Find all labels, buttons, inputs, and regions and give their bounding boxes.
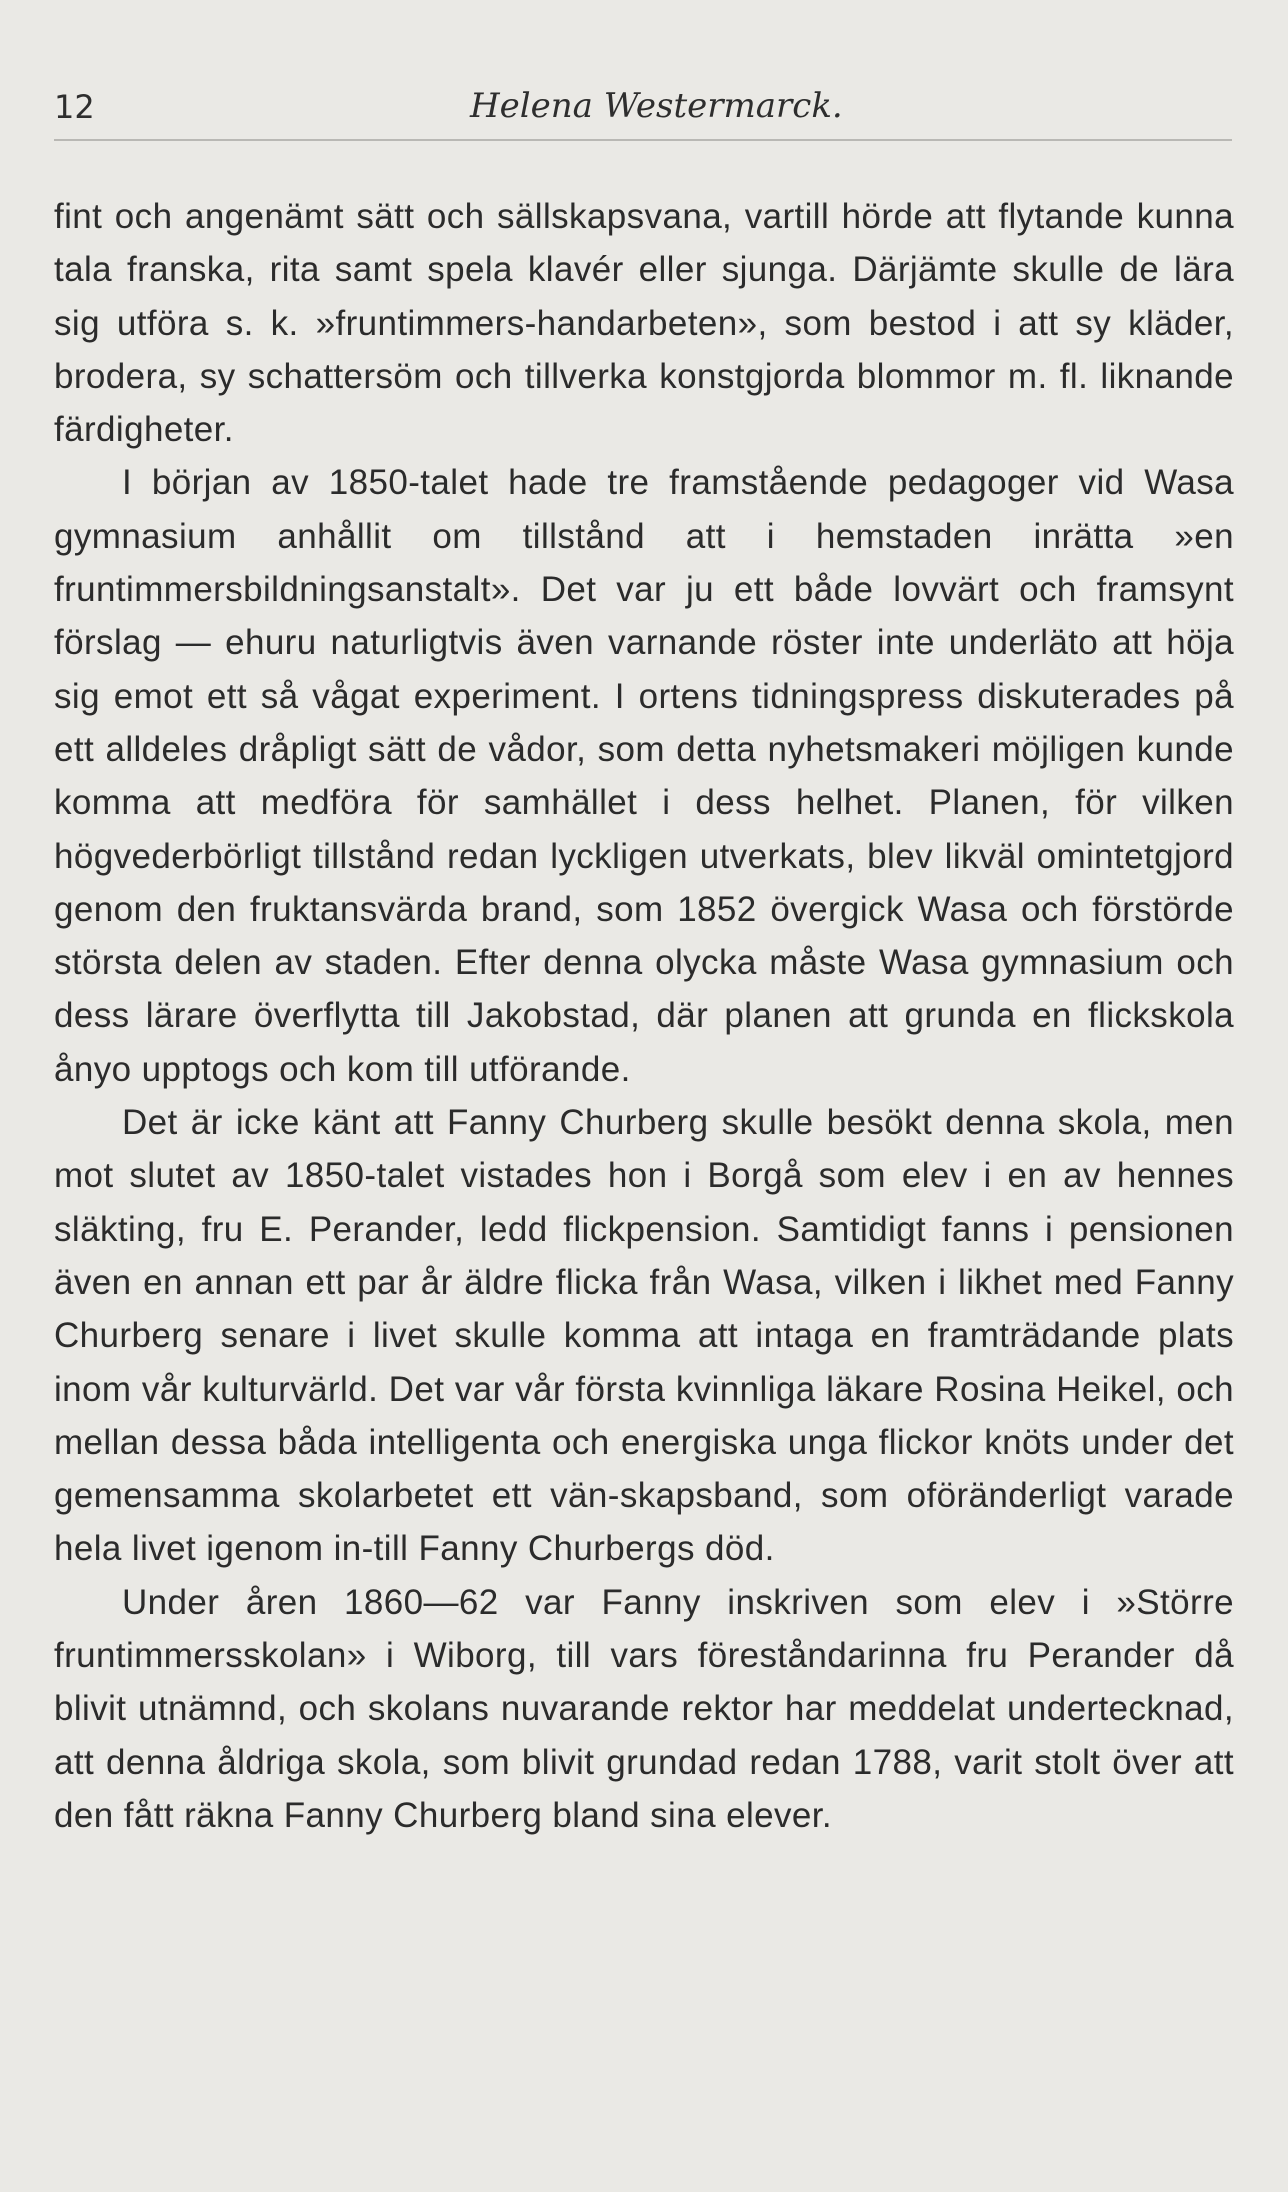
page-header <box>54 82 1234 142</box>
paragraph-4: Under åren 1860—62 var Fanny inskriven som elev i »Större fruntimmersskolan» i Wiborg, till vars föreståndarinna fru Perander då blivit utnämnd, och skolans nuvarande rektor har meddelat undertecknad, att denna åldriga skola, som blivit grundad redan 1788, varit stolt över att den fått räkna Fanny Churberg bland sina elever. <box>54 1582 1234 1835</box>
paragraph-1: fint och angenämt sätt och sällskapsvana, vartill hörde att flytande kunna tala franska, rita samt spela klavér eller sjunga. Därjämte skulle de lära sig utföra s. k. »fruntimmers-handarbeten», som bestod i att sy kläder, brodera, sy schattersöm och tillverka konstgjorda blommor m. fl. liknande färdigheter. <box>54 197 1234 450</box>
header-rule <box>54 139 1232 141</box>
paragraph-3: Det är icke känt att Fanny Churberg skulle besökt denna skola, men mot slutet av 1850-talet vistades hon i Borgå som elev i en av hennes släkting, fru E. Perander, ledd flickpension. Samtidigt fanns i pensionen även en annan ett par år äldre flicka från Wasa, vilken i likhet med Fanny Churberg senare i livet skulle komma att intaga en framträdande plats inom vår kulturvärld. Det var vår första kvinnliga läkare Rosina Heikel, och mellan dessa båda intelligenta och energiska unga flickor knöts under det gemensamma skolarbetet ett vän-skapsband, som oföränderligt varade hela livet igenom in-till Fanny Churbergs död. <box>54 1103 1234 1569</box>
page-number: 12 <box>54 88 95 126</box>
running-head-title: Helena Westermarck. <box>470 86 843 126</box>
paragraph-2: I början av 1850-talet hade tre framstående pedagoger vid Wasa gymnasium anhållit om tillstånd att i hemstaden inrätta »en fruntimmersbildningsanstalt». Det var ju ett både lovvärt och framsynt förslag — ehuru naturligtvis även varnande röster inte underläto att höja sig emot ett så vågat experiment. I ortens tidningspress diskuterades på ett alldeles dråpligt sätt de vådor, som detta nyhetsmakeri möjligen kunde komma att medföra för samhället i dess helhet. Planen, för vilken högvederbörligt tillstånd redan lyckligen utverkats, blev likväl omintetgjord genom den fruktansvärda brand, som 1852 övergick Wasa och förstörde största delen av staden. Efter denna olycka måste Wasa gymnasium och dess lärare överflytta till Jakobstad, där planen att grunda en flickskola ånyo upptogs och kom till utförande. <box>54 463 1234 1089</box>
body-text <box>54 190 1234 1842</box>
